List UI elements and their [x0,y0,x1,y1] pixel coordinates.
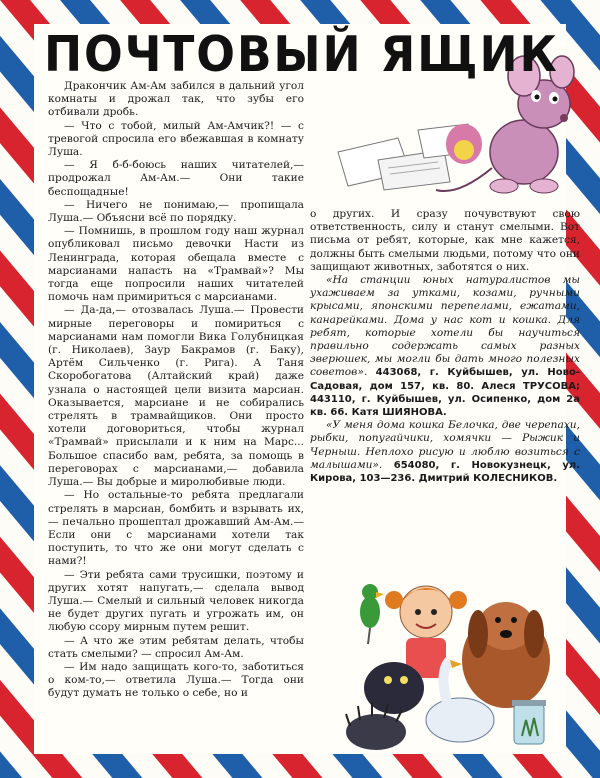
story-paragraph: — Эти ребята сами трусишки, поэтому и других хотят напугать,— сделала вывод Луша.— Смелый и сильный человек никогда не будет других пугать и угрожать им, он любую ссору мирным путем решит. [48,568,304,634]
letter-signature: 443068, г. Куйбышев, ул. Ново-Садовая, дом 157, кв. 80. Алеся ТРУСОВА; 443110, г. Куйбышев, ул. Осипенко, дом 2а кв. 66. Катя ШИЯНОВА. [310,367,580,419]
story-paragraph: — Но остальные-то ребята предлагали стрелять в марсиан, бомбить и взрывать их,— печально прошептал дрожавший Ам-Ам.— Если они с марсианами хотели так поступить, то что же они могут сделать с нами?! [48,489,304,568]
story-paragraph: — Ничего не понимаю,— пропищала Луша.— Объясни всё по порядку. [48,198,304,225]
story-column-left [48,80,304,701]
story-paragraph: — А что же этим ребятам делать, чтобы стать смелыми? — спросил Ам-Ам. [48,634,304,660]
hedgehog-icon [446,124,482,164]
story-column-right [310,208,580,485]
story-paragraph: — Я б-б-боюсь наших читателей,— продрожал Ам-Ам.— Они такие беспощадные! [48,159,304,198]
story-paragraph: — Что с тобой, милый Ам-Амчик?! — с тревогой спросила его вбежавшая в комнату Луша. [48,119,304,159]
reader-letter [310,274,580,419]
dog-icon [462,602,550,708]
page-title: ПОЧТОВЫЙ ЯЩИК [44,26,559,83]
story-paragraph: — Да-да,— отозвалась Луша.— Провести мирные переговоры и помириться с марсианами нам помогли Вика Голубницкая (г. Николаев), Заур Бакрамов (г. Баку), Артём Сильченко (г. Рига). А Таня Скоробогатова (Алтайский край) даже узнала о настоящей цели визита марсиан. Оказывается, марсиане и не собирались стрелять в трамвайщиков. Они просто хотели договориться, чтобы журнал «Трамвай» присылали и к ним на Марс... Большое спасибо вам, ребята, за помощь в переговорах с марсианами,— добавила Луша.— Вы добрые и миролюбивые люди. [48,304,304,489]
letter-text: «На станции юных натуралистов мы ухаживаем за утками, козами, ручными крысами, японскими перепелами, ежатами, канарейками. Дома у нас кот и кошка. Для ребят, которые хотели бы научиться правильно содержать самых разных зверюшек, мы могли бы дать много полезных советов». [310,274,580,379]
reader-letter [310,419,580,485]
letter-signature: 654080, г. Новокузнецк, ул. Кирова, 103—236. Дмитрий КОЛЕСНИКОВ. [310,459,580,485]
story-paragraph: — Помнишь, в прошлом году наш журнал опубликовал письмо девочки Насти из Ленинграда, которая обещала вместе с марсианами напасть на «Трамвай»? Мы тогда еще попросили наших читателей помочь нам примириться с марсианами. [48,225,304,304]
story-continuation: о других. И сразу почувствуют свою ответственность, силу и станут смелыми. Вот письма от ребят, которые, как мне кажется, должны быть смелыми людьми, потому что они защищают животных, заботятся о них. [310,208,580,273]
letter-text: «У меня дома кошка Белочка, две черепахи, рыбки, попугайчики, хомячки — Рыжик и Черныш. Неплохо рисую и люблю возиться с малышами». [310,419,580,471]
jar-icon [512,700,546,744]
parrot-icon [360,584,384,644]
story-paragraph: Дракончик Ам-Ам забился в дальний угол комнаты и дрожал так, что зубы его отбивали дробь. [48,80,304,119]
story-paragraph: — Им надо защищать кого-то, заботиться о ком-то,— ответила Луша.— Тогда они будут думать не только о себе, но и [48,660,304,700]
children-animals-illustration [330,560,580,756]
